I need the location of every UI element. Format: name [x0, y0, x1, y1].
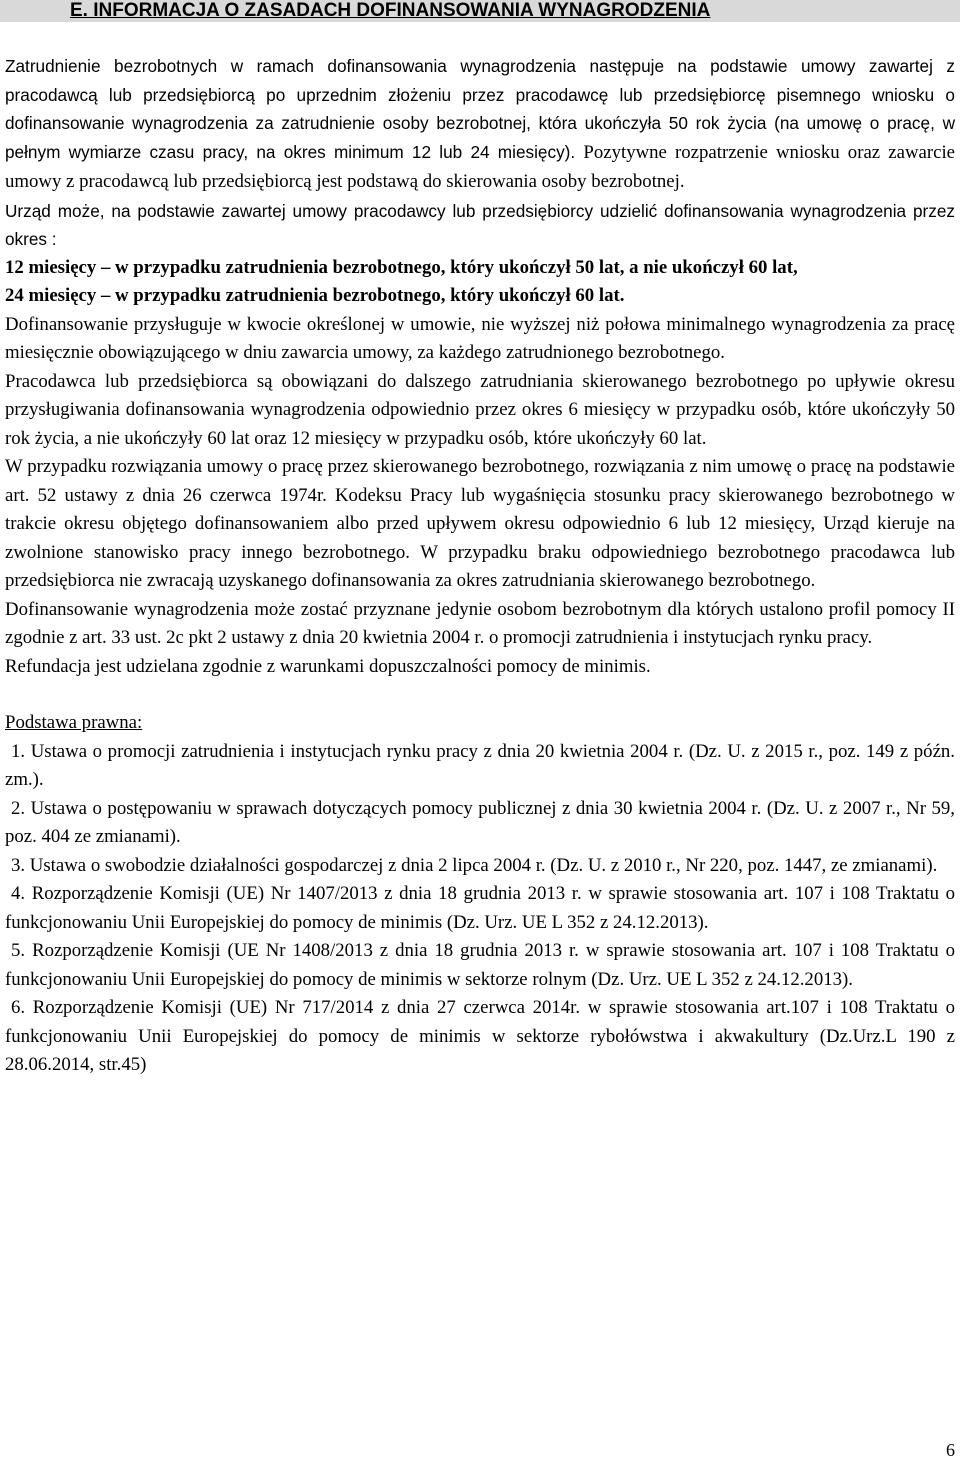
legal-item-number: 3.	[11, 854, 26, 876]
legal-item-number: 5.	[11, 940, 26, 961]
obligation-paragraph: Pracodawca lub przedsiębiorca są obowiązani do dalszego zatrudniania skierowanego bezrobotnego po upływie okresu przysługiwania dofinansowania wynagrodzenia odpowiednio przez okres 6 miesięcy w przypadku osób, które ukończyły 50 rok życia, a nie ukończyły 60 lat oraz 12 miesięcy w przypadku osób, które ukończyły 60 lat.	[5, 370, 955, 449]
document-body	[5, 52, 955, 1080]
bold-12-months: 12 miesięcy – w przypadku zatrudnienia bezrobotnego, który ukończył 50 lat, a nie ukończył 60 lat,	[5, 256, 798, 278]
legal-basis-heading: Podstawa prawna:	[5, 712, 143, 733]
legal-item-number: 2.	[11, 797, 26, 819]
legal-item	[5, 994, 955, 1080]
termination-paragraph: W przypadku rozwiązania umowy o pracę przez skierowanego bezrobotnego, rozwiązania z nim umowę o pracę na podstawie art. 52 ustawy z dnia 26 czerwca 1974r. Kodeksu Pracy lub wygaśnięcia stosunku pracy skierowanego bezrobotnego w trakcie okresu objętego dofinansowaniem albo przed upływem okresu odpowiednio 6 lub 12 miesięcy, Urząd kieruje na zwolnione stanowisko pracy innego bezrobotnego. W przypadku braku odpowiedniego bezrobotnego pracodawca lub przedsiębiorca nie zwracają uzyskanego dofinansowania za okres zatrudniania skierowanego bezrobotnego.	[5, 456, 955, 591]
legal-item-number: 1.	[11, 740, 26, 762]
profile-paragraph: Dofinansowanie wynagrodzenia może zostać przyznane jedynie osobom bezrobotnym dla których ustalono profil pomocy II zgodnie z art. 33 ust. 2c pkt 2 ustawy z dnia 20 kwietnia 2004 r. o promocji zatrudnienia i instytucjach rynku pracy.	[5, 598, 955, 648]
intro-text-2: Pozytywne rozpatrzenie wniosku oraz zawarcie umowy z pracodawcą lub przedsiębiorcą jest podstawą do skierowania osoby bezrobotnej.	[5, 141, 955, 192]
refund-paragraph: Refundacja jest udzielana zgodnie z warunkami dopuszczalności pomocy de minimis.	[5, 655, 651, 677]
legal-item-text: Rozporządzenie Komisji (UE) Nr 717/2014 z dnia 27 czerwca 2014r. w sprawie stosowania art.107 i 108 Traktatu o funkcjonowaniu Unii Europejskiej do pomocy de minimis w sektorze rybołówstwa i akwakultury (Dz.Urz.L 190 z 28.06.2014, str.45)	[5, 997, 955, 1075]
legal-item	[5, 738, 955, 795]
section-heading: E. INFORMACJA O ZASADACH DOFINANSOWANIA WYNAGRODZENIA	[0, 0, 960, 22]
intro-paragraph	[5, 52, 955, 197]
legal-item	[5, 880, 955, 937]
office-paragraph: Urząd może, na podstawie zawartej umowy pracodawcy lub przedsiębiorcy udzielić dofinansowania wynagrodzenia przez okres :	[5, 200, 955, 249]
legal-item-text: Ustawa o swobodzie działalności gospodarczej z dnia 2 lipca 2004 r. (Dz. U. z 2010 r., Nr 220, poz. 1447, ze zmianami).	[29, 854, 938, 876]
legal-item-number: 6.	[11, 997, 26, 1018]
legal-item-number: 4.	[11, 883, 26, 904]
legal-item-text: Rozporządzenie Komisji (UE) Nr 1407/2013 z dnia 18 grudnia 2013 r. w sprawie stosowania art. 107 i 108 Traktatu o funkcjonowaniu Unii Europejskiej do pomocy de minimis (Dz. Urz. UE L 352 z 24.12.2013).	[5, 883, 955, 933]
intro-text: Zatrudnienie bezrobotnych w ramach dofinansowania wynagrodzenia następuje na podstawie umowy zawartej z pracodawcą lub przedsiębiorcą po uprzednim złożeniu przez pracodawcę lub przedsiębiorcę pisemnego wniosku o dofinansowanie wynagrodzenia za zatrudnienie osoby bezrobotnej, która ukończyła 50 rok życia (na umowę o pracę, w pełnym wymiarze czasu pracy, na okres minimum 12 lub 24 miesięcy).	[5, 56, 955, 162]
legal-list	[5, 738, 955, 1080]
bold-24-months: 24 miesięcy – w przypadku zatrudnienia bezrobotnego, który ukończył 60 lat.	[5, 285, 625, 306]
amount-paragraph: Dofinansowanie przysługuje w kwocie określonej w umowie, nie wyższej niż połowa minimalnego wynagrodzenia za pracę miesięcznie obowiązującego w dniu zawarcia umowy, za każdego zatrudnionego bezrobotnego.	[5, 313, 955, 363]
legal-item-text: Ustawa o postępowaniu w sprawach dotyczących pomocy publicznej z dnia 30 kwietnia 2004 r. (Dz. U. z 2007 r., Nr 59, poz. 404 ze zmianami).	[5, 797, 956, 847]
legal-item	[5, 795, 955, 852]
page-number: 6	[946, 1440, 955, 1460]
legal-item-text: Ustawa o promocji zatrudnienia i instytucjach rynku pracy z dnia 20 kwietnia 2004 r. (Dz. U. z 2015 r., poz. 149 z późn. zm.).	[5, 740, 955, 790]
legal-item	[5, 852, 955, 881]
legal-item	[5, 937, 955, 994]
legal-item-text: Rozporządzenie Komisji (UE Nr 1408/2013 z dnia 18 grudnia 2013 r. w sprawie stosowania art. 107 i 108 Traktatu o funkcjonowaniu Unii Europejskiej do pomocy de minimis w sektorze rolnym (Dz. Urz. UE L 352 z 24.12.2013).	[5, 940, 955, 990]
